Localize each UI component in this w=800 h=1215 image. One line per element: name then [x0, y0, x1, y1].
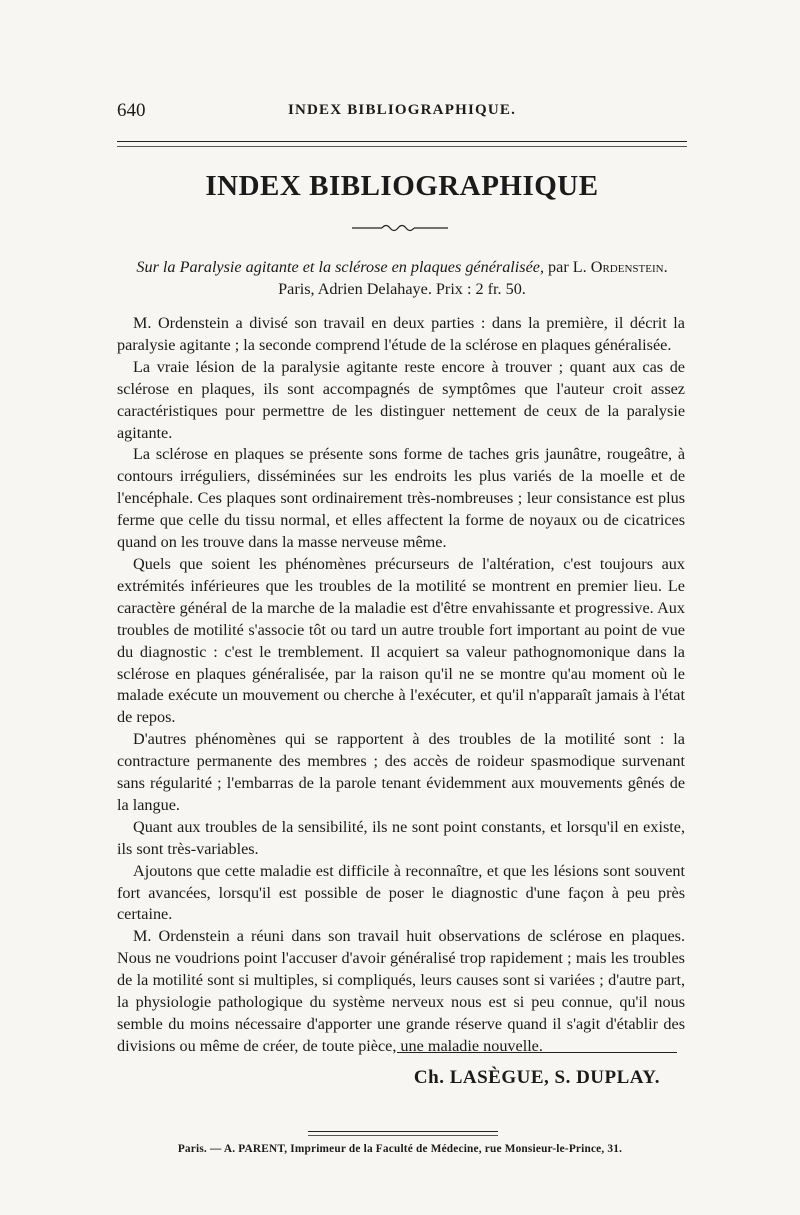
header-rule-secondary: [117, 146, 687, 147]
title-ornament: [352, 222, 448, 234]
header-rule: [117, 141, 687, 142]
work-author: Ordenstein: [590, 258, 664, 276]
signature-rule: [397, 1052, 677, 1053]
footer-rule-secondary: [308, 1135, 498, 1136]
paragraph: Quant aux troubles de la sensibilité, ils ne sont point constants, et lorsqu'il en existe, ils sont très-variables.: [117, 817, 685, 858]
citation-by: par L.: [544, 258, 591, 276]
citation-author-end: .: [663, 258, 668, 276]
running-title: INDEX BIBLIOGRAPHIQUE.: [287, 102, 517, 118]
paragraph: La vraie lésion de la paralysie agitante reste encore à trouver ; quant aux cas de sclérose en plaques, ils sont accompagnés de symptômes que l'auteur croit assez caractéristiques pour permettre de les distinguer nettement de ceux de la paralysie agitante.: [117, 357, 685, 442]
page-number: 640: [117, 100, 146, 121]
signature: Ch. LASÈGUE, S. DUPLAY.: [413, 1067, 660, 1088]
paragraph: Ajoutons que cette maladie est difficile à reconnaître, et que les lésions sont souvent fort avancées, lorsqu'il est possible de poser le diagnostic d'une façon à peu près certaine.: [117, 861, 685, 924]
review-body: [117, 313, 685, 1058]
main-title: INDEX BIBLIOGRAPHIQUE: [205, 170, 599, 202]
running-head: [117, 100, 687, 130]
footer-rule: [308, 1131, 498, 1132]
publication-info: Paris, Adrien Delahaye. Prix : 2 fr. 50.: [278, 280, 526, 298]
work-title: Sur la Paralysie agitante et la sclérose en plaques généralisée,: [136, 258, 544, 276]
paragraph: M. Ordenstein a divisé son travail en deux parties : dans la première, il décrit la paralysie agitante ; la seconde comprend l'étude de la sclérose en plaques généralisée.: [117, 314, 685, 354]
paragraph: Quels que soient les phénomènes précurseurs de l'altération, c'est toujours aux extrémités inférieures que les troubles de la motilité se montrent en premier lieu. Le caractère général de la marche de la maladie est d'être envahissante et progressive. Aux troubles de motilité s'associe tôt ou tard un autre trouble fort important au point de vue du diagnostic : c'est le tremblement. Il acquiert sa valeur pathognomonique dans la sclérose en plaques généralisée, par la raison qu'il ne se montre qu'au moment où le malade exécute un mouvement ou cherche à l'exécuter, et qu'il n'apparaît jamais à l'état de repos.: [117, 554, 685, 727]
paragraph: M. Ordenstein a réuni dans son travail huit observations de sclérose en plaques. Nous ne voudrions point l'accuser d'avoir généralisé trop rapidement ; mais les troubles de la motilité sont si multiples, si compliqués, leurs causes sont si variées ; d'autre part, la physiologie pathologique du système nerveux nous est si peu connue, qu'il nous semble du moins nécessaire d'apporter une grande réserve quand il s'agit d'établir des divisions ou même de créer, de toute pièce, une maladie nouvelle.: [117, 927, 685, 1055]
citation-line-1: [117, 256, 687, 278]
review-citation: [117, 256, 687, 300]
printer-imprint: Paris. — A. PARENT, Imprimeur de la Faculté de Médecine, rue Monsieur-le-Prince, 31.: [177, 1143, 623, 1155]
paragraph: D'autres phénomènes qui se rapportent à des troubles de la motilité sont : la contracture permanente des membres ; des accès de roideur spasmodique survenant sans régularité ; l'embarras de la parole tenant évidemment aux mouvements gênés de la langue.: [117, 730, 685, 814]
paragraph: La sclérose en plaques se présente sons forme de taches gris jaunâtre, rougeâtre, à contours irréguliers, disséminées sur les endroits les plus variés de la moelle et de l'encéphale. Ces plaques sont ordinairement très-nombreuses ; leur consistance est plus ferme que celle du tissu normal, et elles affectent la forme de noyaux ou de cicatrices quand on les trouve dans la masse nerveuse même.: [117, 445, 685, 552]
